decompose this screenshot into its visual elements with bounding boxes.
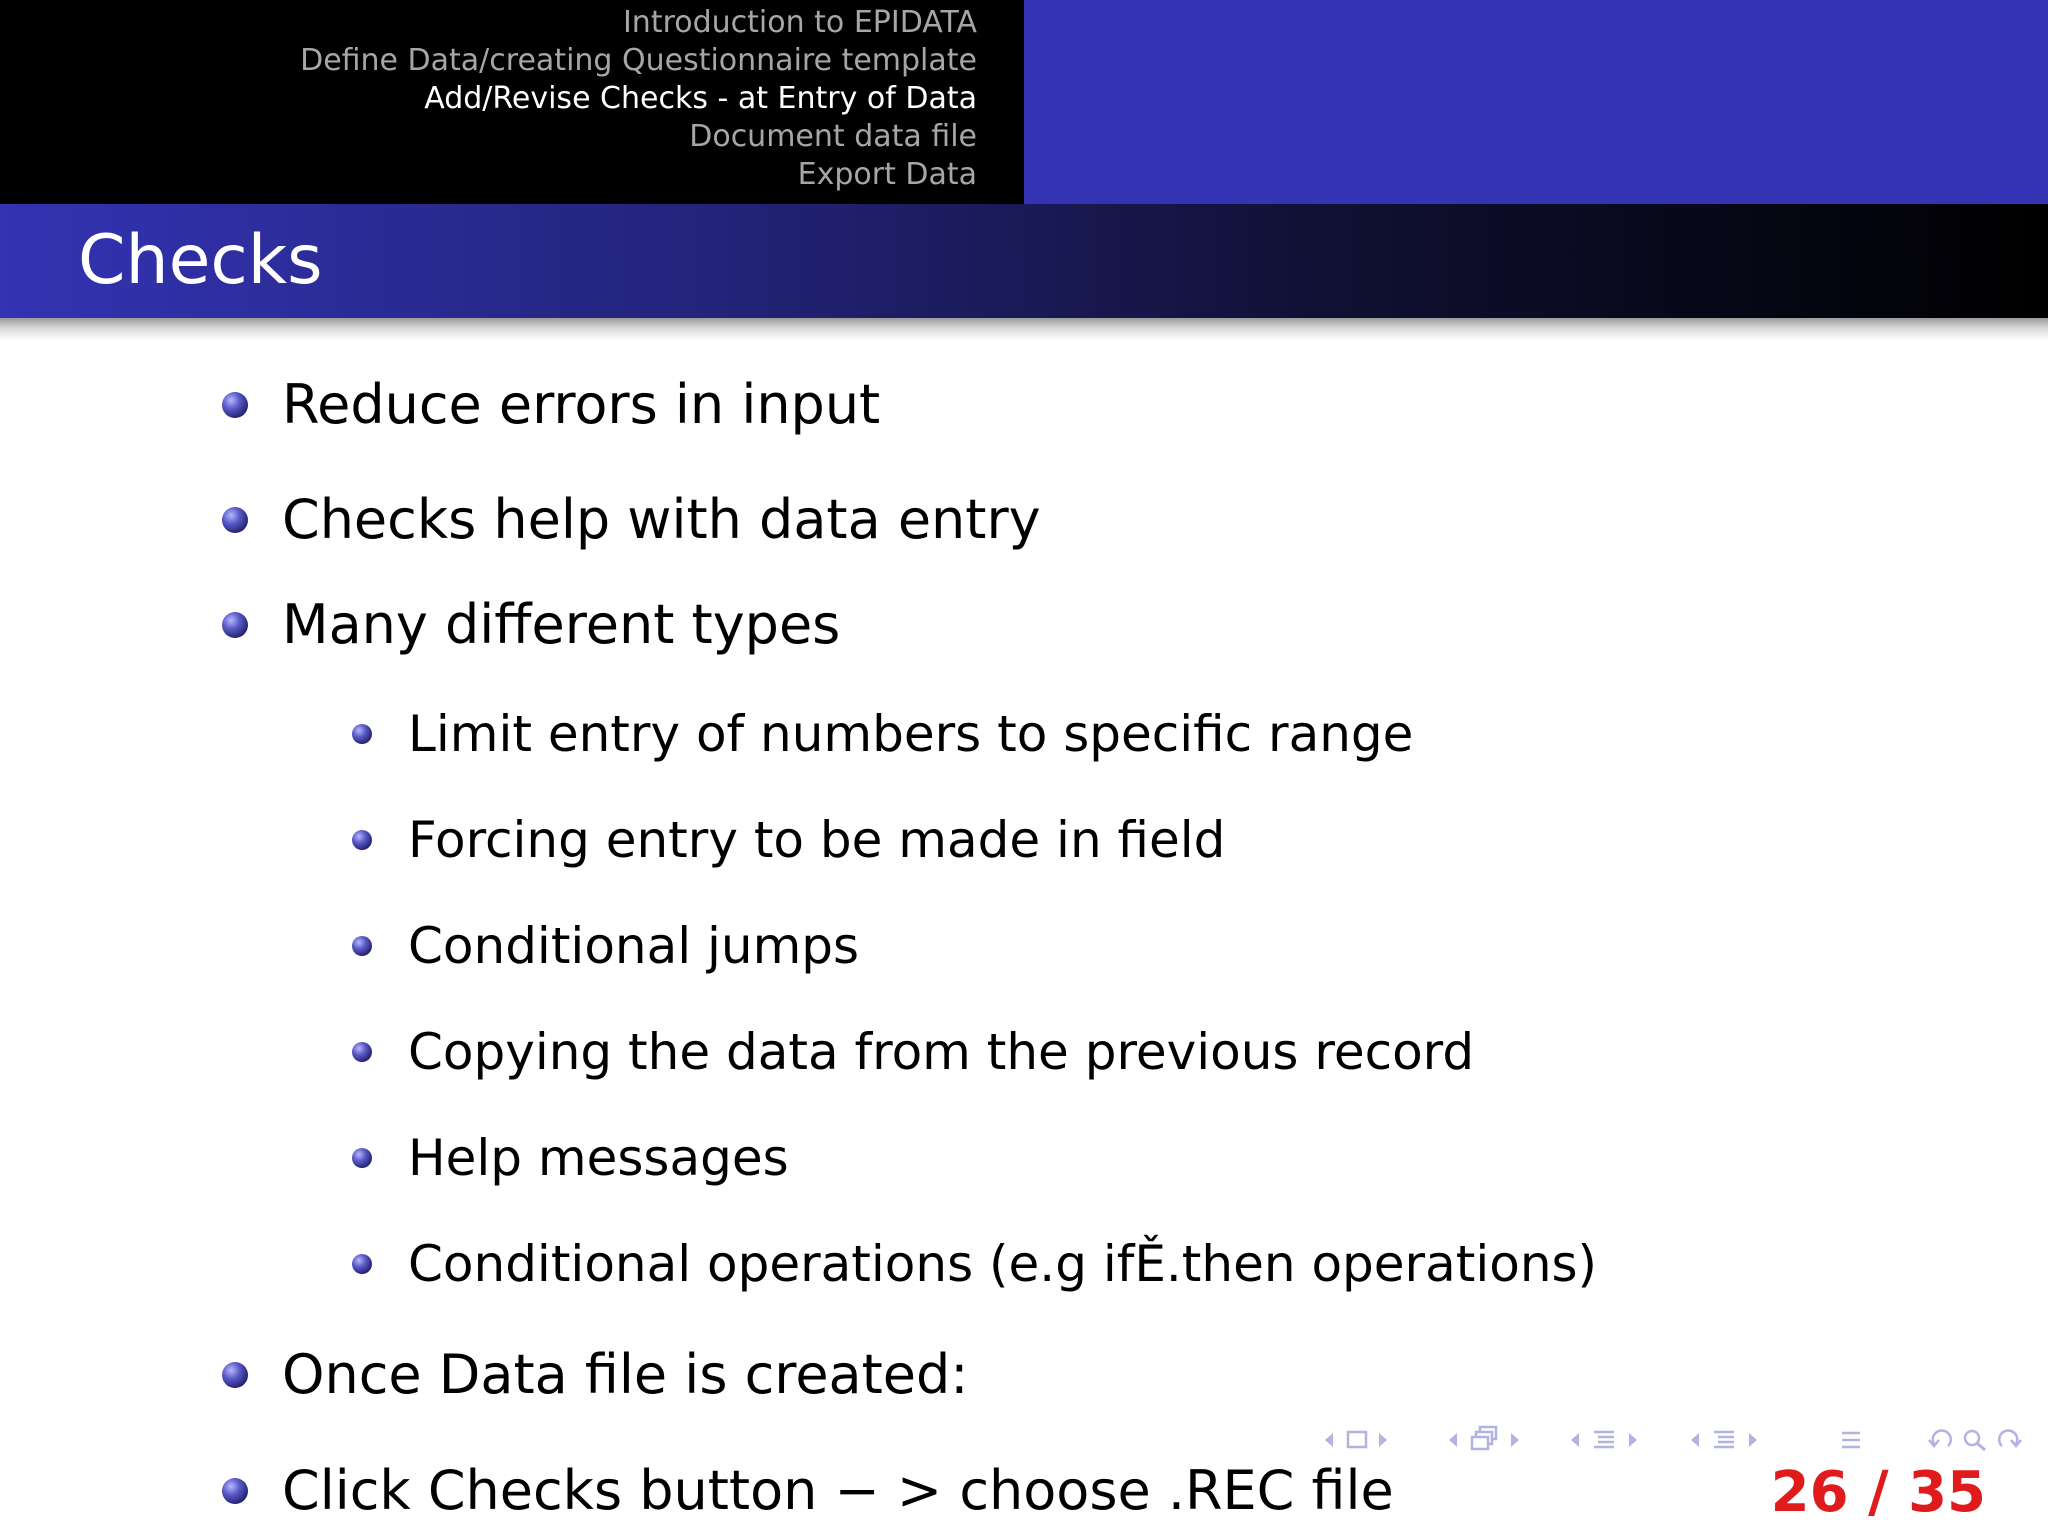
frame-box-icon[interactable] — [1344, 1422, 1370, 1458]
sub-bullet-icon — [352, 1148, 372, 1168]
document-lines-icon[interactable] — [1838, 1422, 1864, 1458]
list-item-text: Checks help with data entry — [282, 488, 1041, 552]
beamer-navigation-symbols — [1322, 1422, 2032, 1458]
sub-list-item — [352, 1223, 1597, 1297]
sub-bullet-icon — [352, 830, 372, 850]
redo-icon[interactable] — [1994, 1422, 2024, 1458]
list-item — [222, 477, 1041, 557]
list-item — [222, 1448, 1394, 1528]
section-lines-icon[interactable] — [1590, 1422, 1618, 1458]
triangle-left-icon[interactable] — [1568, 1422, 1582, 1458]
sub-list-item-text: Copying the data from the previous record — [408, 1022, 1475, 1081]
triangle-left-icon[interactable] — [1322, 1422, 1336, 1458]
triangle-left-icon[interactable] — [1446, 1422, 1460, 1458]
nav-section-add-revise-checks[interactable]: Add/Revise Checks - at Entry of Data — [424, 81, 977, 116]
sub-list-item-text: Conditional operations (e.g ifĚ.then operations) — [408, 1234, 1598, 1293]
sub-list-item-text: Conditional jumps — [408, 916, 860, 975]
sub-list-item — [352, 693, 1413, 767]
sub-list-item-text: Help messages — [408, 1128, 789, 1187]
header-accent-panel — [1024, 0, 2048, 204]
triangle-left-icon[interactable] — [1688, 1422, 1702, 1458]
list-item — [222, 582, 840, 662]
undo-icon[interactable] — [1926, 1422, 1956, 1458]
sub-list-item — [352, 1011, 1474, 1085]
list-item-text: Once Data file is created: — [282, 1343, 969, 1407]
triangle-right-icon[interactable] — [1376, 1422, 1390, 1458]
list-item — [222, 362, 880, 442]
bullet-icon — [222, 612, 248, 638]
bullet-icon — [222, 1362, 248, 1388]
triangle-right-icon[interactable] — [1626, 1422, 1640, 1458]
page-total: 35 — [1908, 1460, 1986, 1525]
sub-bullet-icon — [352, 1042, 372, 1062]
nav-section-document-data-file[interactable]: Document data file — [689, 119, 977, 154]
bullet-icon — [222, 1478, 248, 1504]
list-item-text: Reduce errors in input — [282, 373, 881, 437]
sub-bullet-icon — [352, 936, 372, 956]
page-separator: / — [1868, 1460, 1889, 1525]
nav-section-export-data[interactable]: Export Data — [797, 157, 977, 192]
sub-list-item — [352, 905, 859, 979]
nav-section-introduction[interactable]: Introduction to EPIDATA — [622, 5, 977, 40]
page-current: 26 — [1770, 1460, 1849, 1525]
subsection-stack-icon[interactable] — [1468, 1422, 1502, 1458]
sub-list-item-text: Limit entry of numbers to specific range — [408, 704, 1414, 763]
section-lines-icon[interactable] — [1710, 1422, 1738, 1458]
section-navigation-header — [0, 0, 2048, 204]
triangle-right-icon[interactable] — [1508, 1422, 1522, 1458]
sub-list-item-text: Forcing entry to be made in field — [408, 810, 1226, 869]
list-item-text: Many different types — [282, 593, 841, 657]
bullet-icon — [222, 392, 248, 418]
nav-section-define-data[interactable]: Define Data/creating Questionnaire template — [300, 43, 977, 78]
sub-list-item — [352, 799, 1225, 873]
frame-title-bar — [0, 204, 2048, 318]
sub-bullet-icon — [352, 724, 372, 744]
triangle-right-icon[interactable] — [1746, 1422, 1760, 1458]
frame-title: Checks — [78, 221, 323, 300]
title-bar-shadow — [0, 318, 2048, 340]
list-item-text: Click Checks button − > choose .REC file — [282, 1459, 1394, 1523]
slide-body — [0, 340, 2048, 1536]
search-icon[interactable] — [1960, 1422, 1990, 1458]
section-list — [0, 0, 1024, 204]
list-item — [222, 1332, 969, 1412]
sub-list-item — [352, 1117, 789, 1191]
sub-bullet-icon — [352, 1254, 372, 1274]
bullet-icon — [222, 507, 248, 533]
page-counter — [1771, 1458, 1986, 1528]
